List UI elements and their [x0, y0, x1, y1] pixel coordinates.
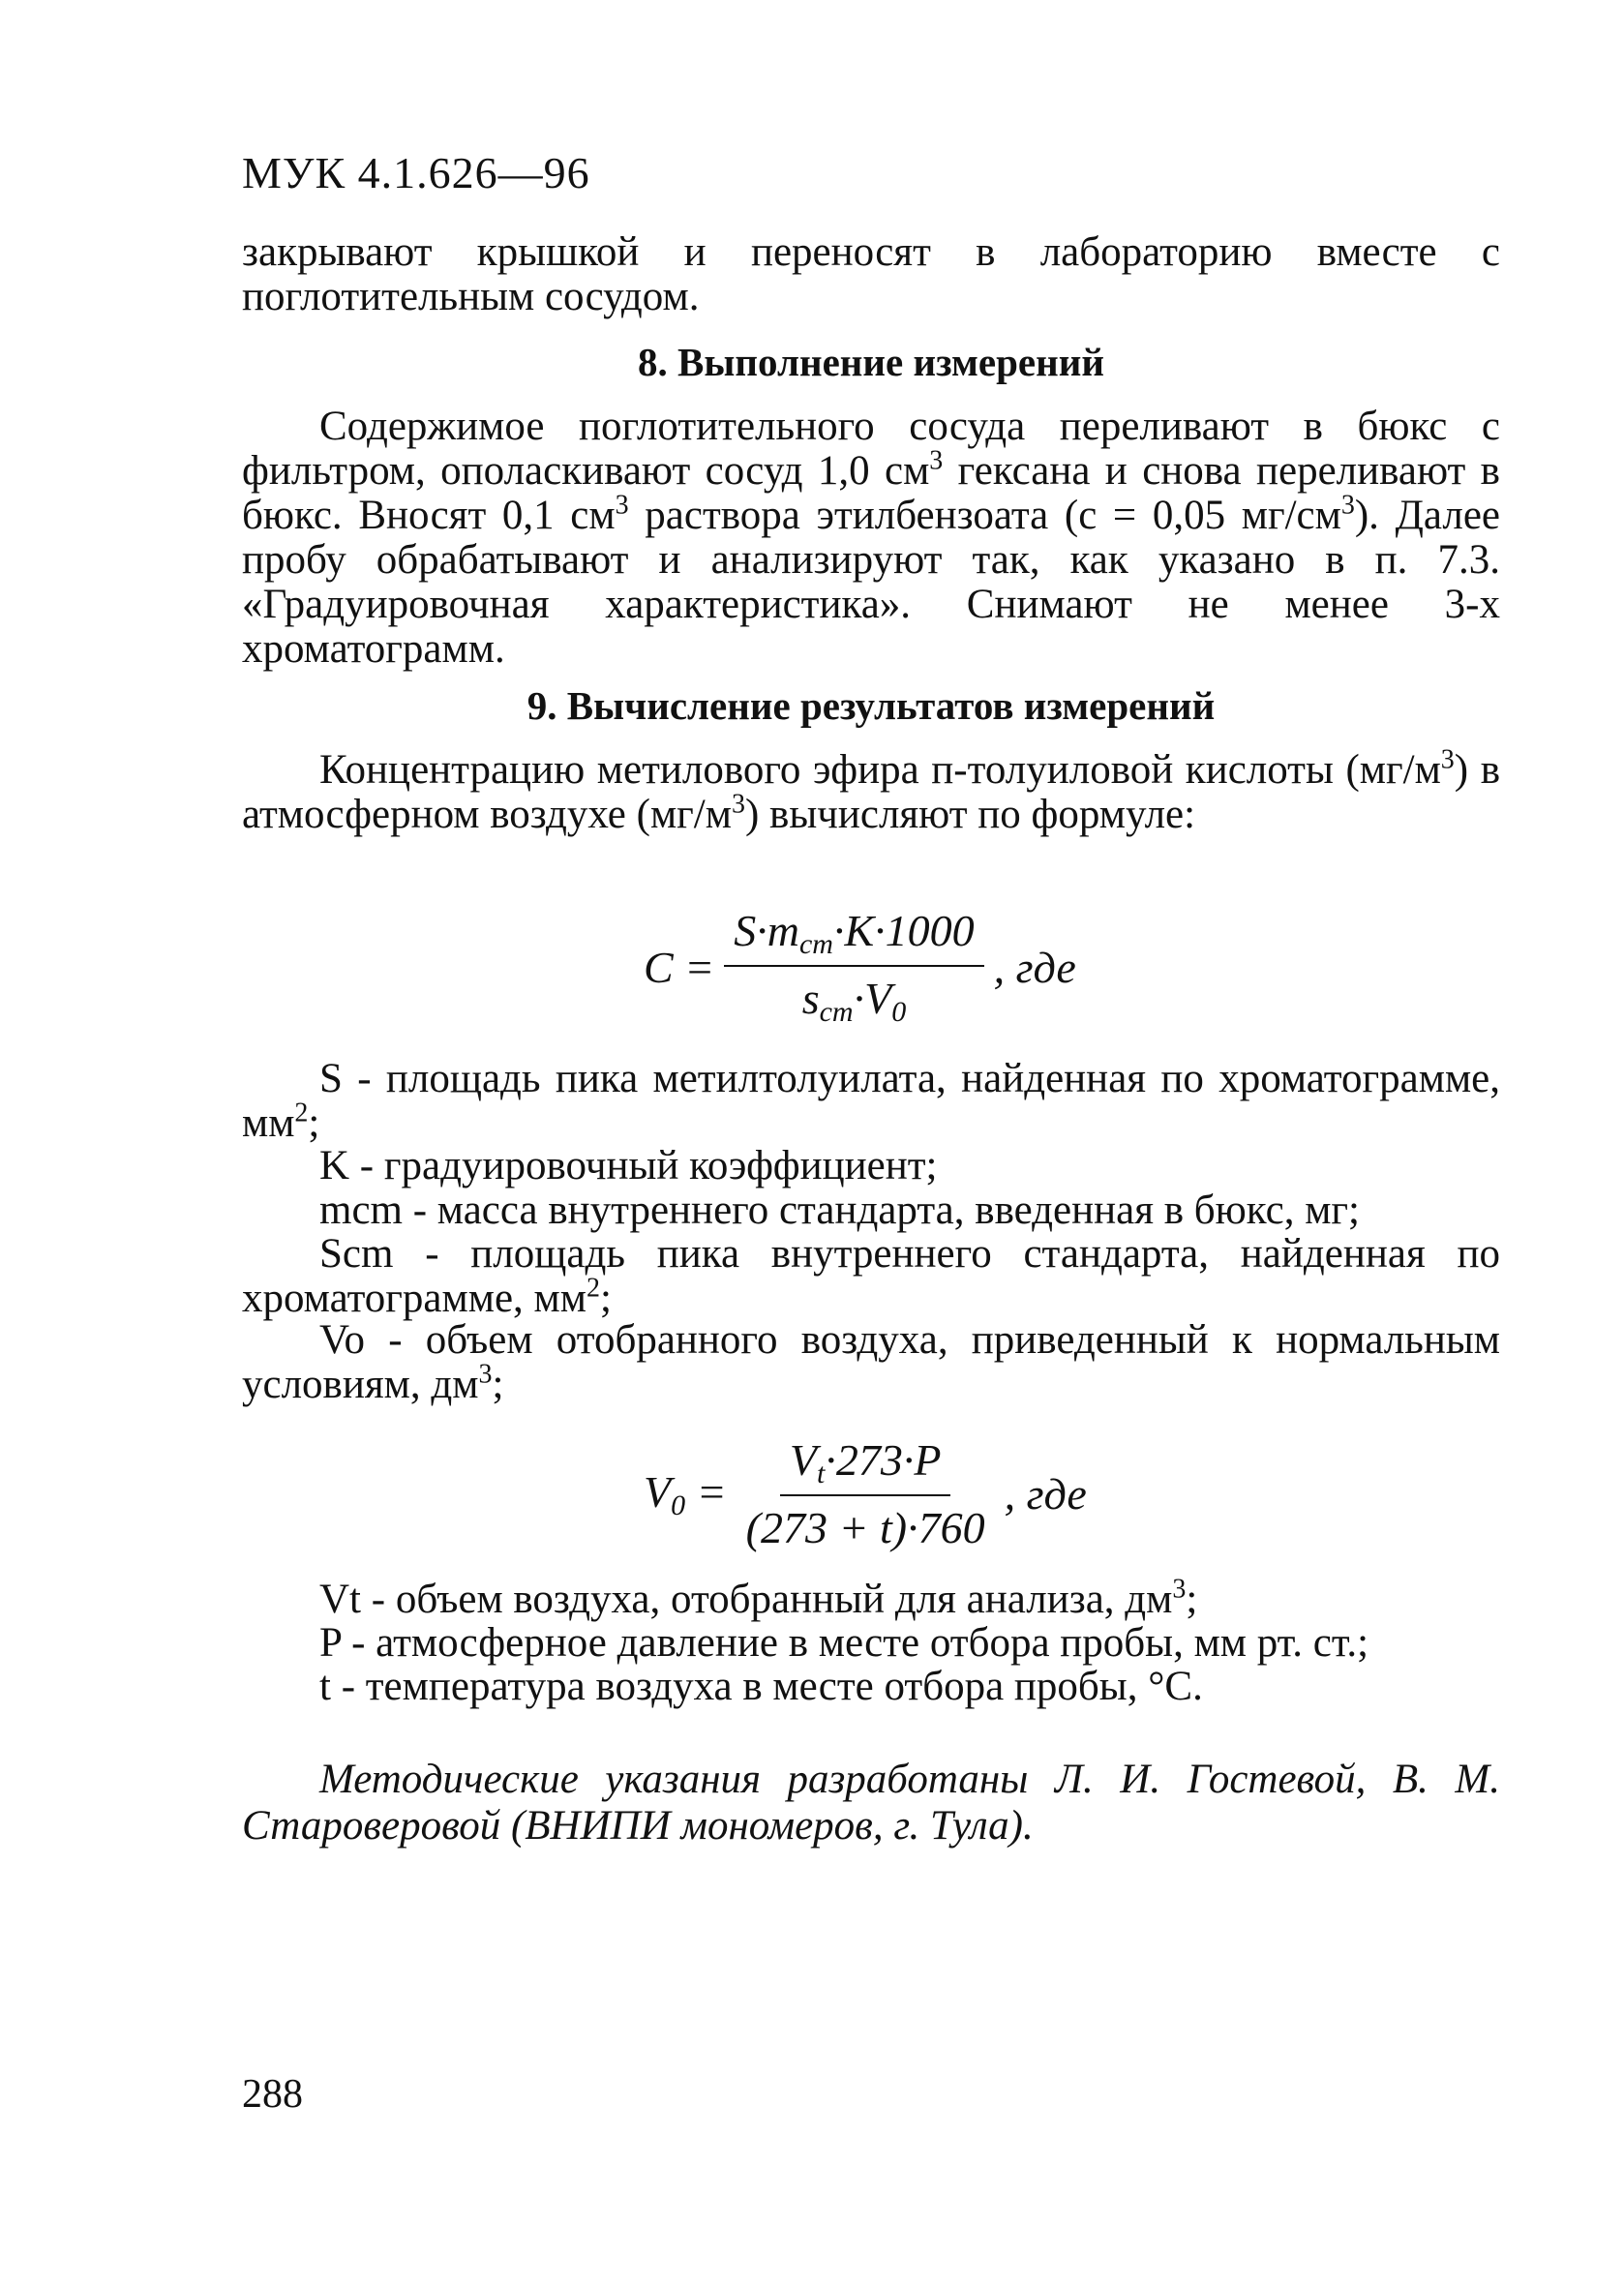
- formula-lhs: C =: [644, 942, 715, 992]
- section-8-text-3: раствора этилбензоата (с = 0,05 мг/см: [628, 493, 1341, 538]
- numerator-subscript: t: [816, 1458, 826, 1489]
- superscript: 3: [615, 490, 629, 521]
- credits-paragraph: Методические указания разработаны Л. И. Гостевой, В. М. Староверовой (ВНИПИ мономеров, г. Тула).: [242, 1757, 1500, 1849]
- section-9-text-2: ) в атмосферном воздухе (мг/м: [242, 747, 1501, 837]
- definition-item: [242, 1144, 1500, 1188]
- superscript: 3: [1440, 744, 1455, 775]
- denominator-rest: ·V: [853, 974, 892, 1023]
- superscript: 3: [1340, 490, 1355, 521]
- section-8-text-4: ). Далее пробу обрабатывают и анализируют так, как указано в п. 7.3. «Градуировочная характеристика». Снимают не менее 3-х хроматограмм.: [242, 493, 1500, 672]
- superscript: 2: [586, 1273, 600, 1304]
- numerator-subscript: cm: [798, 928, 833, 960]
- denominator-part: s: [801, 974, 820, 1023]
- superscript: 3: [478, 1359, 493, 1390]
- superscript: 3: [929, 445, 944, 476]
- definition-end: ;: [308, 1100, 320, 1146]
- formula-suffix: , где: [1004, 1469, 1087, 1519]
- definition-item: [242, 1621, 1500, 1666]
- section-9-text-1: Концентрацию метилового эфира п-толуиловой кислоты (мг/м: [319, 747, 1441, 793]
- section-8-text-1: Содержимое поглотительного сосуда переливают в бюкс с фильтром, ополаскивают сосуд 1,0 см: [242, 404, 1500, 494]
- definition-text: Vt - объем воздуха, отобранный для анализа, дм: [319, 1577, 1173, 1622]
- section-8-text-2: гексана и снова переливают в бюкс. Вносят 0,1 см: [242, 448, 1500, 538]
- section-8-title: 8. Выполнение измерений: [638, 340, 1104, 384]
- definition-text: mcm - масса внутреннего стандарта, введенная в бюкс, мг;: [319, 1188, 1360, 1233]
- denominator-subscript: cm: [819, 996, 854, 1028]
- formula-fraction: [724, 905, 983, 1029]
- numerator-rest: ·K·1000: [832, 906, 975, 955]
- superscript: 3: [1172, 1574, 1187, 1605]
- formula-numerator: [724, 905, 983, 967]
- intro-paragraph: закрывают крышкой и переносят в лабораторию вместе с поглотительным сосудом.: [242, 229, 1500, 319]
- superscript: 2: [294, 1098, 309, 1128]
- numerator-rest: ·273·P: [825, 1435, 942, 1485]
- numerator-part: S·m: [734, 906, 799, 955]
- formula-numerator: [780, 1434, 951, 1496]
- lhs-symbol: V: [644, 1466, 672, 1517]
- formula-denominator: [793, 967, 917, 1029]
- numerator-part: V: [789, 1435, 817, 1485]
- definition-end: ;: [1186, 1577, 1198, 1622]
- section-9-title: 9. Вычисление результатов измерений: [526, 683, 1216, 728]
- definition-end: ;: [599, 1276, 612, 1321]
- denominator-subscript-2: 0: [891, 996, 907, 1028]
- definition-item: [242, 1057, 1500, 1146]
- definition-text: K - градуировочный коэффициент;: [319, 1143, 938, 1188]
- definition-item: [242, 1665, 1500, 1709]
- definition-text: Vo - объем отобранного воздуха, приведенный к нормальным условиям, дм: [242, 1317, 1500, 1407]
- definition-end: ;: [492, 1362, 504, 1407]
- definition-item: [242, 1574, 1500, 1622]
- formula-fraction: [737, 1434, 995, 1553]
- definition-text: t - температура воздуха в месте отбора пробы, °С.: [319, 1664, 1203, 1709]
- equals-sign: =: [685, 1466, 727, 1517]
- section-9-text-3: ) вычисляют по формуле:: [744, 792, 1196, 837]
- lhs-subscript: 0: [671, 1489, 686, 1521]
- definition-text: P - атмосферное давление в месте отбора пробы, мм рт. ст.;: [319, 1620, 1369, 1666]
- page-number: 288: [242, 2072, 303, 2117]
- formula-suffix: , где: [993, 942, 1076, 992]
- definition-text: Scm - площадь пика внутреннего стандарта, найденная по хроматограмме, мм: [242, 1231, 1500, 1321]
- formula-denominator: [737, 1496, 995, 1553]
- document-code: МУК 4.1.626—96: [242, 148, 590, 197]
- definition-item: [242, 1232, 1500, 1321]
- formula-volume: [644, 1434, 1087, 1553]
- denominator-part: (273 + t)·760: [745, 1503, 985, 1552]
- definition-item: [242, 1188, 1500, 1233]
- section-8-paragraph: [242, 405, 1500, 672]
- section-9-paragraph: [242, 744, 1501, 837]
- formula-concentration: [644, 905, 1076, 1029]
- definition-text: S - площадь пика метилтолуилата, найденная по хроматограмме, мм: [242, 1056, 1500, 1146]
- formula-lhs: [644, 1466, 727, 1522]
- superscript: 3: [731, 789, 745, 820]
- definition-item: [242, 1318, 1500, 1407]
